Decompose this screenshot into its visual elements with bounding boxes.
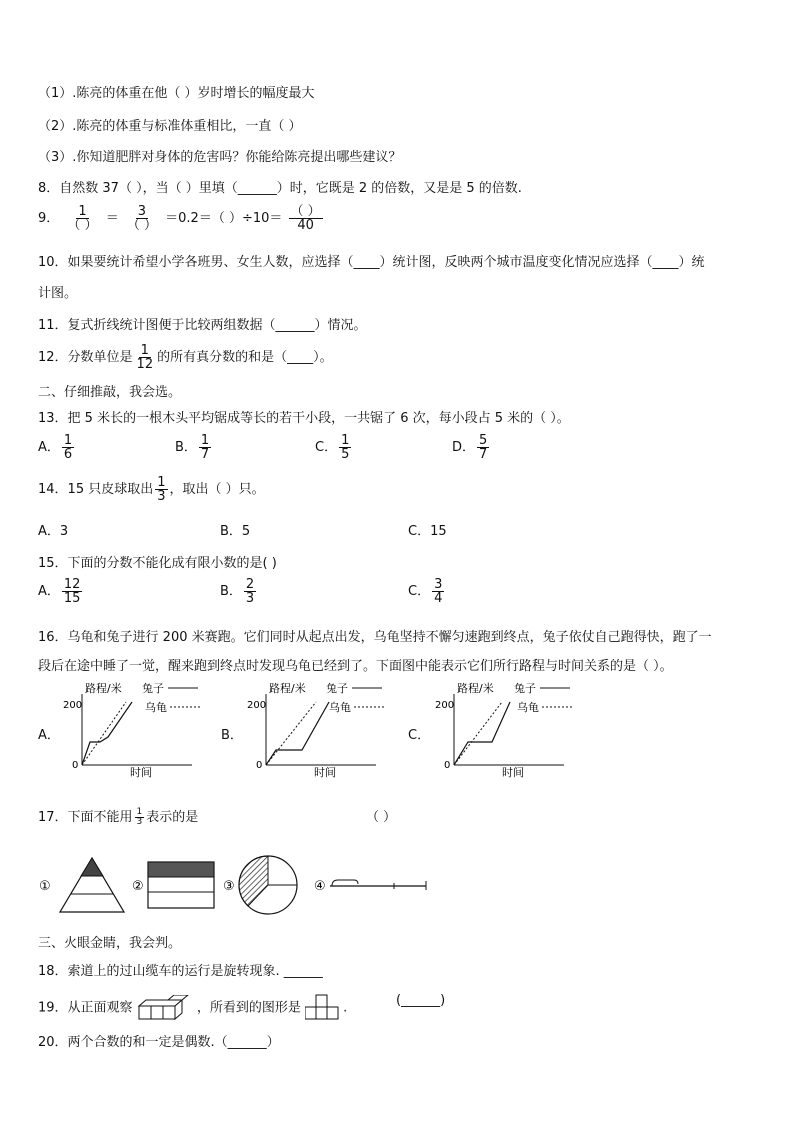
q16-line2: 段后在途中睡了一觉，醒来跑到终点时发现乌龟已经到了。下面图中能表示它们所行路程与时间关系的是（ ）。 <box>38 659 673 674</box>
q15-b-frac: $\frac{2}{3}$ <box>245 577 255 606</box>
turtle-line <box>82 702 126 765</box>
q7-sub2: （2）.陈亮的体重与标准体重相比，一直（ ） <box>38 119 302 134</box>
q9-frac1: $\frac{1}{( )}$ <box>67 204 98 233</box>
figure-1-shaded-top <box>81 858 103 876</box>
q15-option-b: B． $\frac{2}{3}$ <box>220 577 255 606</box>
y-axis-label: 路程/米 <box>269 682 306 695</box>
figure-4-label: ④ <box>314 879 326 894</box>
rabbit-line <box>454 702 510 765</box>
q12-pre: 12．分数单位是 <box>38 350 133 365</box>
q16-option-a-label: A． <box>38 728 60 743</box>
q19 <box>38 993 347 1023</box>
legend-rabbit: 兔子 <box>142 682 164 695</box>
legend-turtle: 乌龟 <box>329 701 351 714</box>
q16-option-b-label: B． <box>221 728 243 743</box>
q17-frac: $\frac{1}{3}$ <box>136 807 143 827</box>
q14-frac: $\frac{1}{3}$ <box>157 475 166 504</box>
q14-option-c: C．15 <box>408 524 447 539</box>
q13-a-frac: $\frac{1}{6}$ <box>63 433 73 462</box>
q9-frac2: $\frac{3}{( )}$ <box>126 204 157 233</box>
legend-rabbit: 兔子 <box>326 682 348 695</box>
q9-number: 9． <box>38 211 60 226</box>
q9-mid: ＝0.2＝（ ）÷10＝ <box>165 211 283 226</box>
q16-line1: 16．乌龟和兔子进行 200 米赛跑。它们同时从起点出发，乌龟坚持不懈匀速跑到终点，兔子依仗自己跑得快，跑了一 <box>38 630 712 645</box>
q15-option-a: A． $\frac{12}{15}$ <box>38 577 81 606</box>
q13-d-frac: $\frac{5}{7}$ <box>479 433 488 462</box>
q17-answer-paren: （ ） <box>366 810 397 825</box>
q10-line2: 计图。 <box>38 286 78 301</box>
q9-eq: ＝ <box>105 211 119 226</box>
rabbit-line <box>82 702 132 765</box>
q13-option-d: D． $\frac{5}{7}$ <box>452 433 488 462</box>
q11: 11．复式折线统计图便于比较两组数据（______）情况。 <box>38 318 367 333</box>
turtle-line <box>266 702 316 765</box>
q15-a-frac: $\frac{12}{15}$ <box>63 577 81 606</box>
q13-stem: 13．把 5 米长的一根木头平均锯成等长的若干小段，一共锯了 6 次，每小段占 5 米的（ ）。 <box>38 411 570 426</box>
section-3-heading: 三、火眼金睛，我会判。 <box>38 936 182 951</box>
q8: 8．自然数 37（ ），当（ ）里填（______）时，它既是 2 的倍数，又是是 5 的倍数. <box>38 181 522 196</box>
q19-pre: 19．从正面观察 <box>38 1000 133 1016</box>
q19-post: . <box>343 1000 348 1016</box>
q13-option-b: B． $\frac{1}{7}$ <box>175 433 210 462</box>
legend-rabbit: 兔子 <box>514 682 536 695</box>
q9-frac3: $\frac{( )}{40}$ <box>290 204 321 233</box>
q19-mid: ，所看到的图形是 <box>196 1000 301 1016</box>
q13-option-c: C． $\frac{1}{5}$ <box>315 433 350 462</box>
section-2-heading: 二、仔细推敲，我会选。 <box>38 385 182 400</box>
q19-answer-paren: (______) <box>396 993 446 1008</box>
q13-b-frac: $\frac{1}{7}$ <box>200 433 210 462</box>
q12-frac: $\frac{1}{12}$ <box>136 343 154 372</box>
figure-3-label: ③ <box>223 879 235 894</box>
q16-graph-c <box>432 680 582 780</box>
origin-label: 0 <box>256 760 263 771</box>
q14-option-b: B．5 <box>220 524 251 539</box>
y-max-tick: 200 <box>435 700 455 711</box>
figure-1-label: ① <box>39 879 51 894</box>
q13-option-a: A． $\frac{1}{6}$ <box>38 433 73 462</box>
origin-label: 0 <box>72 760 79 771</box>
q13-c-frac: $\frac{1}{5}$ <box>341 433 350 462</box>
q14 <box>38 476 265 503</box>
legend-turtle: 乌龟 <box>517 701 539 714</box>
q7-sub3: （3）.你知道肥胖对身体的危害吗？你能给陈亮提出哪些建议？ <box>38 150 402 165</box>
q15-stem: 15．下面的分数不能化成有限小数的是( ) <box>38 556 277 571</box>
figure-4-brace <box>332 880 358 886</box>
x-axis-label: 时间 <box>314 766 336 779</box>
q17 <box>38 806 198 827</box>
q15-c-frac: $\frac{3}{4}$ <box>434 577 443 606</box>
q19-front-view-figure <box>305 993 339 1023</box>
q17-pre: 17．下面不能用 <box>38 810 133 825</box>
q20: 20．两个合数的和一定是偶数.（______） <box>38 1035 280 1050</box>
q14-option-a: A．3 <box>38 524 69 539</box>
legend-turtle: 乌龟 <box>145 701 167 714</box>
q12 <box>38 344 333 371</box>
q7-sub1: （1）.陈亮的体重在他（ ）岁时增长的幅度最大 <box>38 86 315 101</box>
q17-post: 表示的是 <box>146 810 199 825</box>
x-axis-label: 时间 <box>502 766 524 779</box>
origin-label: 0 <box>444 760 451 771</box>
q15-option-c: C． $\frac{3}{4}$ <box>408 577 443 606</box>
q18: 18．索道上的过山缆车的运行是旋转现象. ______ <box>38 964 323 979</box>
x-axis-label: 时间 <box>130 766 152 779</box>
q16-option-c-label: C． <box>408 728 431 743</box>
figure-2-label: ② <box>132 879 144 894</box>
y-axis-label: 路程/米 <box>457 682 494 695</box>
figure-2-shaded-top <box>148 862 214 877</box>
q17-figures <box>36 850 436 916</box>
turtle-line <box>454 702 502 765</box>
rabbit-line <box>266 702 329 765</box>
q19-solid-figure <box>137 995 193 1021</box>
q14-post: ，取出（ ）只。 <box>169 482 265 497</box>
q10-line1: 10．如果要统计希望小学各班男、女生人数，应选择（____）统计图，反映两个城市温度变化情况应选择（____）统 <box>38 255 705 270</box>
q14-pre: 14．15 只皮球取出 <box>38 482 154 497</box>
y-max-tick: 200 <box>247 700 267 711</box>
y-max-tick: 200 <box>63 700 83 711</box>
q16-graph-a <box>60 680 210 780</box>
q12-post: 的所有真分数的和是（____）。 <box>157 350 333 365</box>
y-axis-label: 路程/米 <box>85 682 122 695</box>
q16-graph-b <box>244 680 394 780</box>
q9 <box>38 205 325 232</box>
